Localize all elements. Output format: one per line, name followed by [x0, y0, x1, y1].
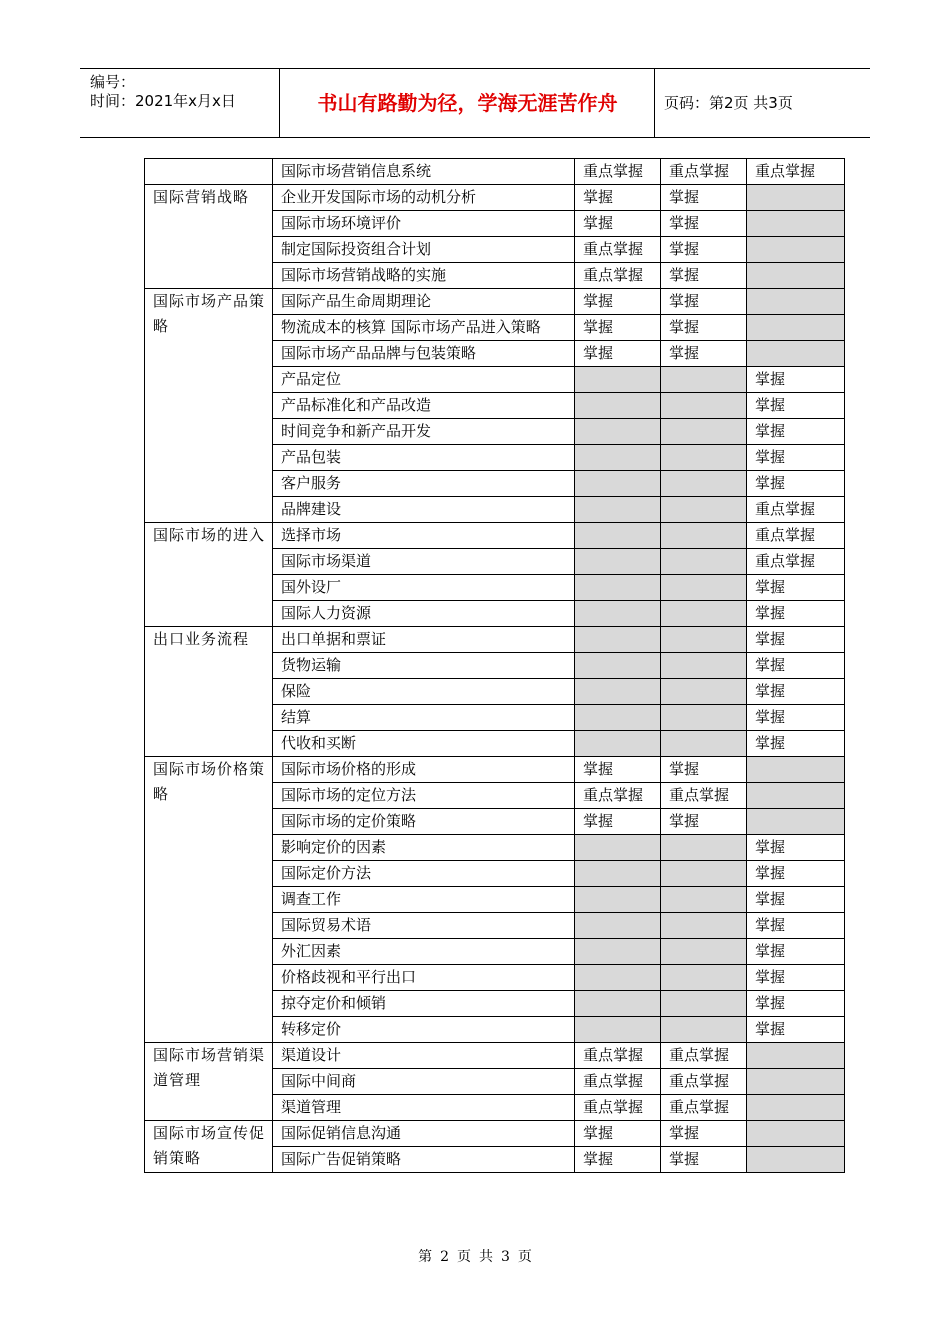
shaded-cell [661, 1017, 747, 1043]
topic-cell: 国际中间商 [273, 1069, 575, 1095]
requirement-cell: 掌握 [661, 237, 747, 263]
requirement-cell: 重点掌握 [747, 497, 845, 523]
requirement-cell: 掌握 [747, 367, 845, 393]
shaded-cell [661, 445, 747, 471]
shaded-cell [575, 679, 661, 705]
shaded-cell [575, 913, 661, 939]
shaded-cell [575, 965, 661, 991]
table-row [145, 289, 845, 315]
shaded-cell [661, 367, 747, 393]
shaded-cell [747, 1095, 845, 1121]
requirement-cell: 掌握 [575, 1121, 661, 1147]
requirement-cell: 掌握 [661, 263, 747, 289]
category-cell: 国际营销战略 [145, 185, 273, 289]
requirement-cell: 掌握 [747, 445, 845, 471]
topic-cell: 影响定价的因素 [273, 835, 575, 861]
topic-cell: 国际市场的定位方法 [273, 783, 575, 809]
requirement-cell: 掌握 [575, 757, 661, 783]
shaded-cell [661, 835, 747, 861]
topic-cell: 掠夺定价和倾销 [273, 991, 575, 1017]
topic-cell: 结算 [273, 705, 575, 731]
shaded-cell [661, 679, 747, 705]
number-label: 编号： [90, 73, 136, 91]
shaded-cell [661, 601, 747, 627]
shaded-cell [661, 575, 747, 601]
topic-cell: 国际市场的定价策略 [273, 809, 575, 835]
shaded-cell [575, 523, 661, 549]
table-row [145, 523, 845, 549]
requirement-cell: 重点掌握 [575, 1069, 661, 1095]
table-row [145, 185, 845, 211]
topic-cell: 国际定价方法 [273, 861, 575, 887]
topic-cell: 国际产品生命周期理论 [273, 289, 575, 315]
shaded-cell [575, 575, 661, 601]
shaded-cell [747, 783, 845, 809]
requirement-cell: 掌握 [575, 289, 661, 315]
requirement-cell: 掌握 [747, 835, 845, 861]
topic-cell: 企业开发国际市场的动机分析 [273, 185, 575, 211]
shaded-cell [575, 471, 661, 497]
shaded-cell [661, 887, 747, 913]
topic-cell: 国际市场营销战略的实施 [273, 263, 575, 289]
table-row [145, 627, 845, 653]
header-motto: 书山有路勤为径，学海无涯苦作舟 [281, 69, 655, 137]
topic-cell: 选择市场 [273, 523, 575, 549]
topic-cell: 国际市场产品品牌与包装策略 [273, 341, 575, 367]
category-cell: 国际市场营销渠道管理 [145, 1043, 273, 1121]
requirement-cell: 掌握 [575, 341, 661, 367]
page-header [80, 68, 870, 138]
shaded-cell [661, 471, 747, 497]
table-row [145, 159, 845, 185]
topic-cell: 货物运输 [273, 653, 575, 679]
requirement-cell: 重点掌握 [661, 783, 747, 809]
requirement-cell: 掌握 [575, 809, 661, 835]
requirement-cell: 掌握 [661, 185, 747, 211]
topic-cell: 调查工作 [273, 887, 575, 913]
category-cell: 国际市场产品策略 [145, 289, 273, 523]
shaded-cell [747, 289, 845, 315]
shaded-cell [575, 1017, 661, 1043]
shaded-cell [747, 263, 845, 289]
category-cell: 国际市场价格策略 [145, 757, 273, 1043]
syllabus-table [144, 158, 845, 1173]
table-row [145, 1121, 845, 1147]
shaded-cell [747, 1121, 845, 1147]
requirement-cell: 掌握 [661, 809, 747, 835]
requirement-cell: 掌握 [661, 289, 747, 315]
shaded-cell [575, 601, 661, 627]
shaded-cell [661, 627, 747, 653]
topic-cell: 国际市场渠道 [273, 549, 575, 575]
shaded-cell [575, 549, 661, 575]
footer-word: 页 [457, 1249, 471, 1265]
shaded-cell [747, 237, 845, 263]
requirement-cell: 掌握 [575, 1147, 661, 1173]
shaded-cell [661, 497, 747, 523]
footer-word: 共 [479, 1249, 493, 1265]
requirement-cell: 掌握 [747, 965, 845, 991]
shaded-cell [575, 887, 661, 913]
requirement-cell: 掌握 [747, 731, 845, 757]
topic-cell: 国际人力资源 [273, 601, 575, 627]
requirement-cell: 重点掌握 [661, 159, 747, 185]
requirement-cell: 掌握 [747, 705, 845, 731]
requirement-cell: 重点掌握 [747, 549, 845, 575]
shaded-cell [747, 1043, 845, 1069]
topic-cell: 国际贸易术语 [273, 913, 575, 939]
shaded-cell [661, 549, 747, 575]
shaded-cell [575, 705, 661, 731]
topic-cell: 外汇因素 [273, 939, 575, 965]
table-row [145, 757, 845, 783]
requirement-cell: 掌握 [661, 211, 747, 237]
requirement-cell: 掌握 [661, 1121, 747, 1147]
requirement-cell: 掌握 [747, 991, 845, 1017]
requirement-cell: 掌握 [747, 679, 845, 705]
requirement-cell: 重点掌握 [575, 1095, 661, 1121]
shaded-cell [575, 497, 661, 523]
topic-cell: 出口单据和票证 [273, 627, 575, 653]
requirement-cell: 掌握 [747, 575, 845, 601]
footer-word: 第 [418, 1249, 433, 1265]
header-page-info: 页码：第2页 共3页 [664, 94, 793, 112]
requirement-cell: 掌握 [747, 601, 845, 627]
category-cell: 国际市场的进入 [145, 523, 273, 627]
requirement-cell: 掌握 [575, 315, 661, 341]
requirement-cell: 掌握 [575, 185, 661, 211]
requirement-cell: 掌握 [661, 341, 747, 367]
requirement-cell: 重点掌握 [575, 159, 661, 185]
shaded-cell [575, 627, 661, 653]
topic-cell: 保险 [273, 679, 575, 705]
page-footer [0, 1246, 950, 1266]
topic-cell: 国际促销信息沟通 [273, 1121, 575, 1147]
shaded-cell [575, 393, 661, 419]
requirement-cell: 掌握 [747, 419, 845, 445]
requirement-cell: 掌握 [661, 757, 747, 783]
shaded-cell [661, 939, 747, 965]
topic-cell: 时间竞争和新产品开发 [273, 419, 575, 445]
shaded-cell [661, 861, 747, 887]
requirement-cell: 重点掌握 [575, 783, 661, 809]
shaded-cell [661, 705, 747, 731]
requirement-cell: 掌握 [747, 653, 845, 679]
topic-cell: 代收和买断 [273, 731, 575, 757]
category-cell: 出口业务流程 [145, 627, 273, 757]
topic-cell: 客户服务 [273, 471, 575, 497]
shaded-cell [575, 445, 661, 471]
topic-cell: 制定国际投资组合计划 [273, 237, 575, 263]
shaded-cell [747, 315, 845, 341]
topic-cell: 价格歧视和平行出口 [273, 965, 575, 991]
topic-cell: 产品定位 [273, 367, 575, 393]
topic-cell: 国际市场环境评价 [273, 211, 575, 237]
topic-cell: 渠道管理 [273, 1095, 575, 1121]
requirement-cell: 重点掌握 [575, 237, 661, 263]
time-label: 时间：2021年x月x日 [90, 92, 236, 110]
requirement-cell: 掌握 [747, 627, 845, 653]
requirement-cell: 掌握 [747, 861, 845, 887]
shaded-cell [747, 211, 845, 237]
requirement-cell: 重点掌握 [661, 1095, 747, 1121]
shaded-cell [661, 913, 747, 939]
requirement-cell: 掌握 [661, 1147, 747, 1173]
shaded-cell [575, 731, 661, 757]
topic-cell: 转移定价 [273, 1017, 575, 1043]
requirement-cell: 掌握 [747, 887, 845, 913]
topic-cell: 渠道设计 [273, 1043, 575, 1069]
shaded-cell [747, 341, 845, 367]
shaded-cell [661, 393, 747, 419]
requirement-cell: 重点掌握 [661, 1043, 747, 1069]
footer-total-pages: 3 [501, 1249, 510, 1265]
shaded-cell [661, 523, 747, 549]
shaded-cell [747, 185, 845, 211]
shaded-cell [575, 939, 661, 965]
topic-cell: 产品标准化和产品改造 [273, 393, 575, 419]
shaded-cell [575, 861, 661, 887]
shaded-cell [661, 419, 747, 445]
shaded-cell [747, 1069, 845, 1095]
shaded-cell [575, 835, 661, 861]
requirement-cell: 重点掌握 [747, 523, 845, 549]
topic-cell: 产品包装 [273, 445, 575, 471]
shaded-cell [575, 419, 661, 445]
topic-cell: 品牌建设 [273, 497, 575, 523]
topic-cell: 国际市场价格的形成 [273, 757, 575, 783]
requirement-cell: 掌握 [747, 939, 845, 965]
requirement-cell: 重点掌握 [661, 1069, 747, 1095]
shaded-cell [661, 653, 747, 679]
shaded-cell [747, 1147, 845, 1173]
footer-word: 页 [517, 1249, 532, 1265]
topic-cell: 国外设厂 [273, 575, 575, 601]
category-cell [145, 159, 273, 185]
shaded-cell [661, 731, 747, 757]
requirement-cell: 掌握 [747, 913, 845, 939]
requirement-cell: 掌握 [747, 1017, 845, 1043]
shaded-cell [661, 991, 747, 1017]
requirement-cell: 掌握 [661, 315, 747, 341]
shaded-cell [575, 991, 661, 1017]
topic-cell: 物流成本的核算 国际市场产品进入策略 [273, 315, 575, 341]
syllabus-table-body [145, 159, 845, 1173]
requirement-cell: 掌握 [575, 211, 661, 237]
shaded-cell [575, 653, 661, 679]
shaded-cell [575, 367, 661, 393]
header-meta [80, 69, 280, 137]
requirement-cell: 掌握 [747, 393, 845, 419]
shaded-cell [747, 757, 845, 783]
shaded-cell [747, 809, 845, 835]
table-row [145, 1043, 845, 1069]
footer-page-number: 2 [440, 1249, 449, 1265]
requirement-cell: 重点掌握 [575, 1043, 661, 1069]
topic-cell: 国际市场营销信息系统 [273, 159, 575, 185]
shaded-cell [661, 965, 747, 991]
requirement-cell: 重点掌握 [747, 159, 845, 185]
category-cell: 国际市场宣传促销策略 [145, 1121, 273, 1173]
requirement-cell: 掌握 [747, 471, 845, 497]
requirement-cell: 重点掌握 [575, 263, 661, 289]
topic-cell: 国际广告促销策略 [273, 1147, 575, 1173]
